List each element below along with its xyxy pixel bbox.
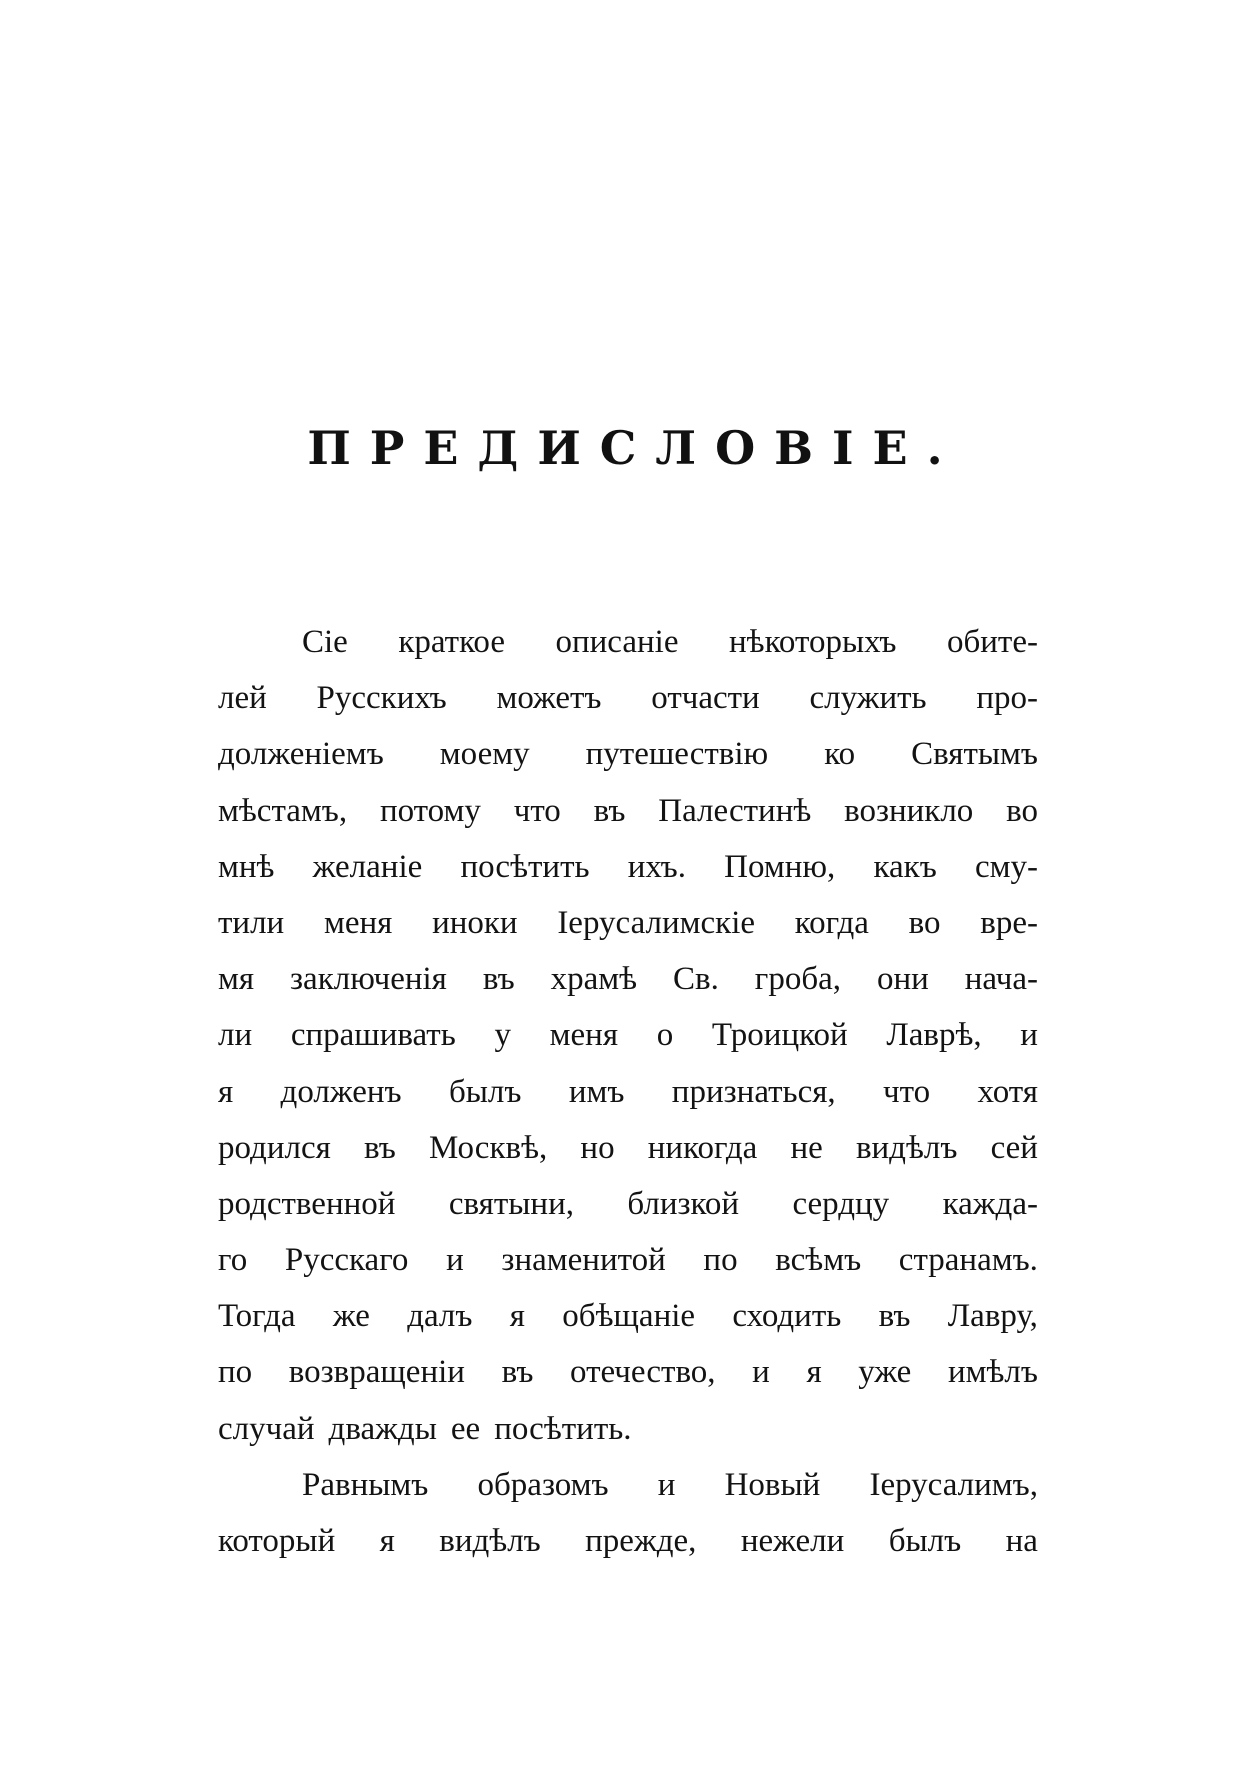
text-line (218, 1513, 1038, 1569)
word: случай (218, 1410, 315, 1447)
word: что (883, 1073, 931, 1110)
word: вре- (980, 904, 1038, 941)
word: посѣтить (460, 848, 590, 885)
word: и (446, 1242, 464, 1279)
word: моему (439, 736, 530, 773)
word: возникло (844, 792, 974, 829)
word: Троицкой (711, 1017, 848, 1054)
word: былъ (448, 1073, 522, 1110)
page-heading: ПРЕДИСЛОВІЕ. (307, 421, 962, 475)
word: Лаврѣ, (886, 1017, 982, 1054)
word: я (806, 1354, 822, 1391)
word: тили (218, 904, 285, 941)
word: во (1006, 792, 1038, 829)
word: можетъ (496, 680, 602, 717)
word: признаться, (671, 1073, 836, 1110)
word: путешествію (585, 736, 769, 773)
word: меня (549, 1017, 619, 1054)
text-line (218, 1457, 1038, 1513)
word: я (379, 1523, 395, 1559)
word: на (1005, 1523, 1038, 1559)
word: Новый (724, 1466, 821, 1503)
word: ли (218, 1017, 253, 1054)
word: ее (450, 1410, 481, 1447)
word: описаніе (555, 624, 679, 660)
word: краткое (398, 624, 505, 660)
word: сердцу (792, 1185, 890, 1222)
text-line (218, 1176, 1038, 1232)
word: не (790, 1129, 823, 1166)
word: ко (824, 736, 856, 773)
word: нежели (740, 1523, 845, 1559)
word: Св. (673, 961, 719, 998)
word: нача- (964, 961, 1038, 998)
word: близкой (627, 1185, 740, 1222)
word: и (1020, 1017, 1038, 1054)
text-line (218, 895, 1038, 951)
word: про- (976, 680, 1038, 717)
word: долженіемъ (218, 736, 384, 773)
word: Москвѣ, (428, 1129, 548, 1166)
word: по (218, 1354, 253, 1391)
word: Русскаго (284, 1242, 409, 1279)
word: въ (482, 961, 515, 998)
word: образомъ (477, 1466, 609, 1503)
word: иноки (432, 904, 518, 941)
word: го (218, 1242, 248, 1279)
word: родственной (218, 1185, 396, 1222)
word: храмѣ (550, 961, 638, 998)
word: обѣщаніе (562, 1298, 696, 1335)
text-line (218, 1120, 1038, 1176)
word: прежде, (585, 1523, 697, 1559)
word: Равнымъ (302, 1466, 429, 1503)
word: я (509, 1298, 525, 1335)
word: мя (218, 961, 255, 998)
word: имѣлъ (947, 1354, 1038, 1391)
word: въ (363, 1129, 396, 1166)
word: и (657, 1466, 676, 1503)
word: родился (218, 1129, 331, 1166)
word: нѣкоторыхъ (728, 624, 897, 660)
word: сей (990, 1129, 1038, 1166)
word: обите- (946, 624, 1038, 660)
word: кажда- (942, 1185, 1038, 1222)
word: сходить (732, 1298, 842, 1335)
word: въ (593, 792, 626, 829)
word: посѣтить. (494, 1410, 632, 1447)
word: служить (809, 680, 927, 717)
body-text (218, 614, 1038, 1569)
word: былъ (888, 1523, 962, 1559)
word: возвращеніи (288, 1354, 465, 1391)
word: далъ (407, 1298, 473, 1335)
word: Лавру, (947, 1298, 1038, 1335)
text-line (218, 1288, 1038, 1344)
text-line (218, 614, 1038, 670)
word: видѣлъ (855, 1129, 958, 1166)
word: и (752, 1354, 770, 1391)
word: никогда (647, 1129, 758, 1166)
word: въ (501, 1354, 534, 1391)
word: какъ (873, 848, 937, 885)
word: знаменитой (501, 1242, 666, 1279)
word: потому (379, 792, 481, 829)
word: у (494, 1017, 511, 1054)
word: ихъ. (627, 848, 686, 885)
text-line (218, 839, 1038, 895)
word: гроба, (754, 961, 842, 998)
word: во (908, 904, 941, 941)
word: хотя (977, 1073, 1038, 1110)
word: по (703, 1242, 738, 1279)
word: Іерусалимъ, (869, 1466, 1038, 1503)
text-line (218, 1232, 1038, 1288)
text-line (218, 1344, 1038, 1400)
word: Іерусалимскіе (557, 904, 756, 941)
word: мѣстамъ, (218, 792, 348, 829)
word: странамъ. (898, 1242, 1038, 1279)
word: отечество, (570, 1354, 716, 1391)
word: сму- (974, 848, 1038, 885)
word: дважды (328, 1410, 437, 1447)
word: спрашивать (290, 1017, 456, 1054)
word: лей (218, 680, 267, 717)
word: Палестинѣ (658, 792, 812, 829)
text-line (218, 726, 1038, 782)
word: же (332, 1298, 370, 1335)
word: я (218, 1073, 234, 1110)
text-line (218, 951, 1038, 1007)
text-line (218, 783, 1038, 839)
word: святыни, (448, 1185, 574, 1222)
word: уже (858, 1354, 912, 1391)
word: который (218, 1523, 336, 1559)
word: меня (323, 904, 393, 941)
text-line (218, 1007, 1038, 1063)
word: Помню, (724, 848, 836, 885)
word: Сіе (302, 624, 348, 660)
word: всѣмъ (775, 1242, 862, 1279)
word: имъ (568, 1073, 625, 1110)
word: они (876, 961, 929, 998)
word: о (656, 1017, 674, 1054)
word: когда (794, 904, 869, 941)
text-line (218, 1401, 1038, 1457)
word: въ (878, 1298, 911, 1335)
word: желаніе (312, 848, 423, 885)
word: видѣлъ (439, 1523, 541, 1559)
word: но (580, 1129, 615, 1166)
word: отчасти (651, 680, 760, 717)
word: заключенія (290, 961, 447, 998)
word: долженъ (280, 1073, 402, 1110)
word: мнѣ (218, 848, 275, 885)
text-line (218, 1064, 1038, 1120)
word: Тогда (218, 1298, 296, 1335)
word: Святымъ (911, 736, 1038, 773)
word: что (513, 792, 561, 829)
text-line (218, 670, 1038, 726)
word: Русскихъ (316, 680, 447, 717)
